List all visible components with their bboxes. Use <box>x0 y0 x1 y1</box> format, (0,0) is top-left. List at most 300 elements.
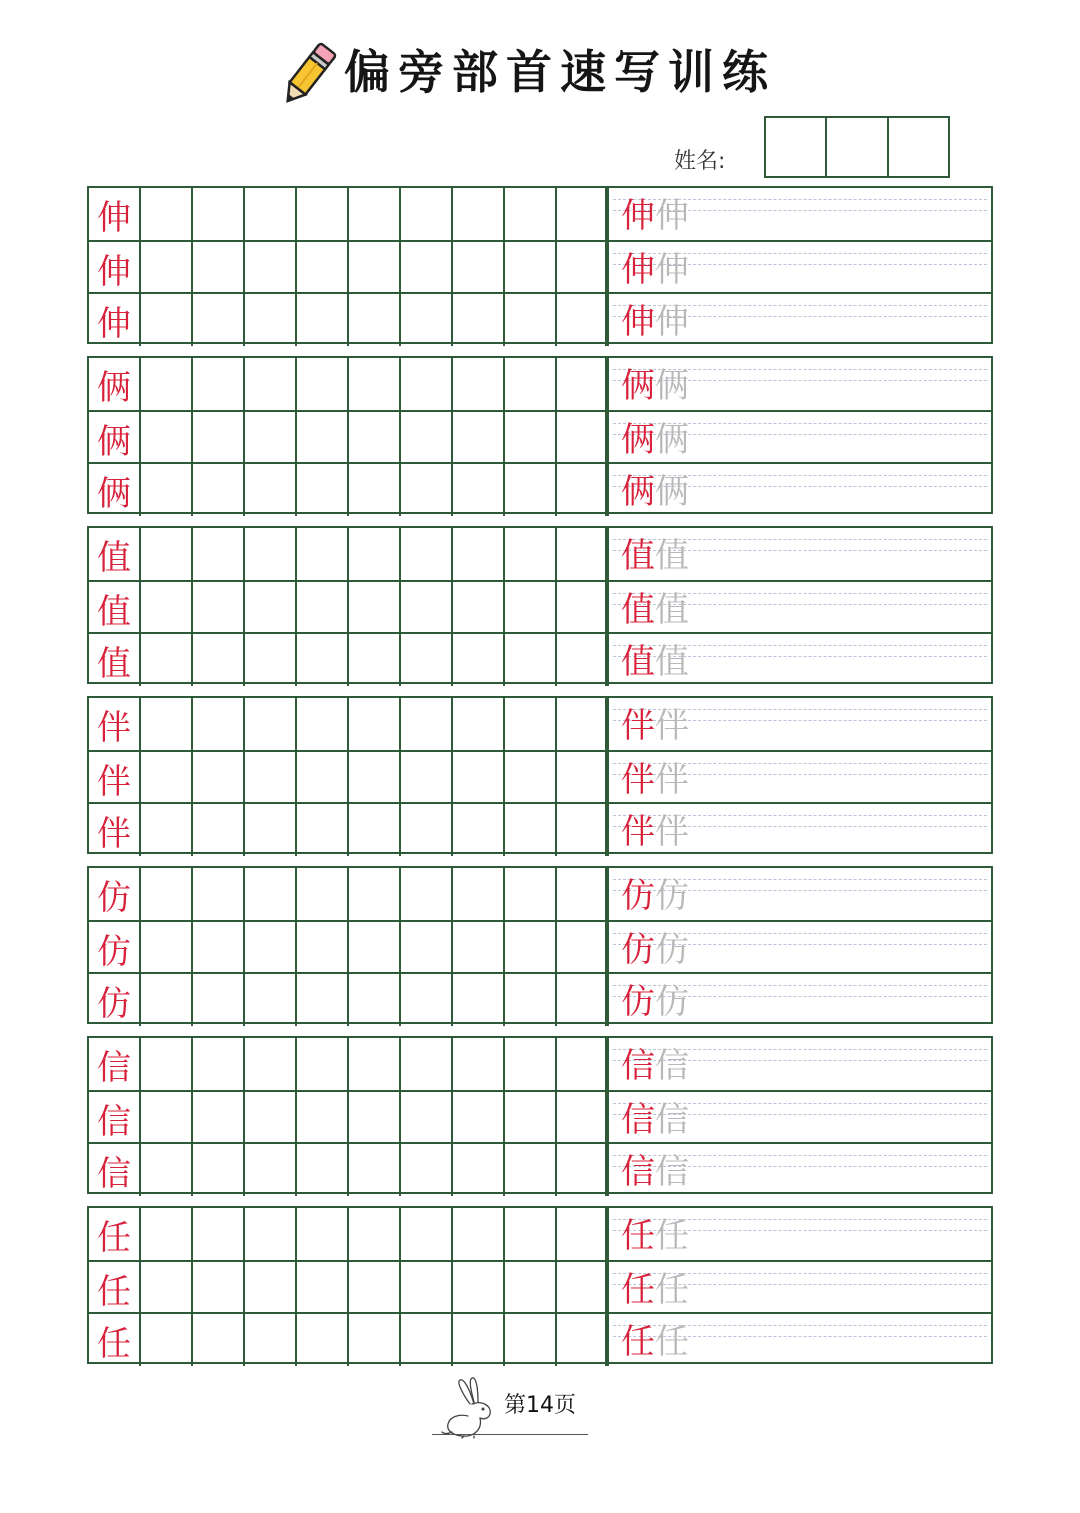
trace-guide-character: 任 <box>655 1270 689 1310</box>
writing-cell[interactable] <box>555 634 607 686</box>
writing-cell[interactable] <box>349 358 401 410</box>
writing-cell[interactable] <box>555 464 607 516</box>
trace-characters <box>621 1044 689 1088</box>
writing-cell[interactable] <box>245 1314 297 1366</box>
writing-cell[interactable] <box>141 752 193 804</box>
writing-cell[interactable] <box>245 412 297 464</box>
writing-cell[interactable] <box>555 974 607 1026</box>
writing-cell[interactable] <box>401 1208 453 1260</box>
writing-cell[interactable] <box>141 412 193 464</box>
writing-cell[interactable] <box>141 1038 193 1090</box>
trace-model-character: 伸 <box>621 302 655 342</box>
trace-guide-character: 信 <box>655 1152 689 1192</box>
practice-group <box>87 526 993 684</box>
writing-cell[interactable] <box>349 804 401 856</box>
model-character: 伸 <box>89 294 141 346</box>
writing-cell[interactable] <box>555 358 607 410</box>
trace-area[interactable] <box>607 528 991 580</box>
writing-cell[interactable] <box>453 242 505 294</box>
writing-cell[interactable] <box>297 464 349 516</box>
trace-guide-character: 俩 <box>655 366 689 406</box>
writing-cell[interactable] <box>349 1314 401 1366</box>
trace-area[interactable] <box>607 1038 991 1090</box>
writing-cell[interactable] <box>505 1262 557 1314</box>
practice-row <box>89 410 991 464</box>
writing-cell[interactable] <box>245 974 297 1026</box>
writing-cell[interactable] <box>401 974 453 1026</box>
practice-row <box>89 240 991 294</box>
model-character: 任 <box>89 1208 141 1260</box>
name-boxes <box>764 116 950 178</box>
writing-cell[interactable] <box>349 412 401 464</box>
writing-cell[interactable] <box>297 1314 349 1366</box>
writing-cell[interactable] <box>555 582 607 634</box>
writing-cell[interactable] <box>193 634 245 686</box>
model-character: 仿 <box>89 974 141 1026</box>
writing-cell[interactable] <box>349 294 401 346</box>
writing-cell[interactable] <box>555 868 607 920</box>
writing-cell[interactable] <box>193 1144 245 1196</box>
writing-cell[interactable] <box>555 922 607 974</box>
writing-cell[interactable] <box>193 868 245 920</box>
writing-cell[interactable] <box>193 804 245 856</box>
writing-cell[interactable] <box>401 1038 453 1090</box>
writing-cell[interactable] <box>297 1092 349 1144</box>
writing-cell[interactable] <box>349 752 401 804</box>
trace-area[interactable] <box>607 1262 991 1314</box>
trace-area[interactable] <box>607 188 991 240</box>
trace-guide-character: 伸 <box>655 196 689 236</box>
writing-cell[interactable] <box>297 1038 349 1090</box>
writing-cell[interactable] <box>141 1208 193 1260</box>
writing-cell[interactable] <box>245 922 297 974</box>
model-character: 俩 <box>89 412 141 464</box>
writing-cell[interactable] <box>245 1144 297 1196</box>
model-character: 俩 <box>89 464 141 516</box>
writing-cell[interactable] <box>193 974 245 1026</box>
model-character: 任 <box>89 1262 141 1314</box>
writing-cell[interactable] <box>453 1262 505 1314</box>
writing-cell[interactable] <box>245 358 297 410</box>
writing-cell[interactable] <box>453 868 505 920</box>
writing-cell[interactable] <box>245 698 297 750</box>
writing-cell[interactable] <box>505 634 557 686</box>
writing-cell[interactable] <box>555 1092 607 1144</box>
practice-row <box>89 868 991 920</box>
trace-model-character: 伴 <box>621 812 655 852</box>
writing-cell[interactable] <box>141 974 193 1026</box>
writing-cell[interactable] <box>401 1262 453 1314</box>
writing-cell[interactable] <box>193 1208 245 1260</box>
practice-group <box>87 866 993 1024</box>
writing-cell[interactable] <box>349 974 401 1026</box>
model-character: 伴 <box>89 698 141 750</box>
trace-area[interactable] <box>607 294 991 346</box>
trace-area[interactable] <box>607 1144 991 1196</box>
writing-cell[interactable] <box>349 868 401 920</box>
writing-cell[interactable] <box>453 464 505 516</box>
writing-cell[interactable] <box>555 1038 607 1090</box>
trace-model-character: 伴 <box>621 760 655 800</box>
writing-cell[interactable] <box>141 1262 193 1314</box>
writing-cell[interactable] <box>505 582 557 634</box>
writing-cell[interactable] <box>193 294 245 346</box>
trace-characters <box>621 810 689 854</box>
trace-area[interactable] <box>607 974 991 1026</box>
trace-model-character: 伸 <box>621 250 655 290</box>
practice-row <box>89 972 991 1026</box>
writing-cell[interactable] <box>505 242 557 294</box>
writing-cell[interactable] <box>297 804 349 856</box>
writing-cell[interactable] <box>349 1208 401 1260</box>
trace-model-character: 仿 <box>621 982 655 1022</box>
writing-cell[interactable] <box>297 868 349 920</box>
writing-cell[interactable] <box>193 698 245 750</box>
writing-cell[interactable] <box>453 974 505 1026</box>
trace-model-character: 任 <box>621 1270 655 1310</box>
writing-cell[interactable] <box>555 1262 607 1314</box>
model-character: 任 <box>89 1314 141 1366</box>
writing-cell[interactable] <box>401 464 453 516</box>
writing-cell[interactable] <box>297 752 349 804</box>
writing-cell[interactable] <box>245 1208 297 1260</box>
trace-model-character: 信 <box>621 1046 655 1086</box>
trace-model-character: 仿 <box>621 930 655 970</box>
writing-cell[interactable] <box>297 242 349 294</box>
writing-cell[interactable] <box>245 634 297 686</box>
trace-area[interactable] <box>607 1314 991 1366</box>
trace-guide-character: 俩 <box>655 472 689 512</box>
writing-cell[interactable] <box>505 1314 557 1366</box>
writing-cell[interactable] <box>297 358 349 410</box>
model-character: 值 <box>89 528 141 580</box>
writing-cell[interactable] <box>555 294 607 346</box>
trace-area[interactable] <box>607 1092 991 1144</box>
writing-cell[interactable] <box>141 922 193 974</box>
writing-cell[interactable] <box>141 188 193 240</box>
trace-model-character: 伴 <box>621 706 655 746</box>
trace-guide-character: 仿 <box>655 982 689 1022</box>
writing-cell[interactable] <box>245 464 297 516</box>
writing-cell[interactable] <box>193 752 245 804</box>
trace-model-character: 俩 <box>621 472 655 512</box>
writing-cell[interactable] <box>555 528 607 580</box>
writing-cell[interactable] <box>141 358 193 410</box>
writing-cell[interactable] <box>297 1262 349 1314</box>
trace-characters <box>621 364 689 408</box>
writing-cell[interactable] <box>555 1144 607 1196</box>
writing-cell[interactable] <box>555 1208 607 1260</box>
practice-row <box>89 580 991 634</box>
writing-cell[interactable] <box>453 752 505 804</box>
practice-row <box>89 1142 991 1196</box>
writing-cell[interactable] <box>505 1092 557 1144</box>
writing-cell[interactable] <box>453 1208 505 1260</box>
writing-cell[interactable] <box>297 528 349 580</box>
footer-underline <box>432 1434 588 1435</box>
writing-cell[interactable] <box>349 464 401 516</box>
writing-cell[interactable] <box>193 922 245 974</box>
model-character: 仿 <box>89 868 141 920</box>
writing-cell[interactable] <box>193 412 245 464</box>
trace-area[interactable] <box>607 698 991 750</box>
writing-cell[interactable] <box>141 804 193 856</box>
writing-cell[interactable] <box>349 188 401 240</box>
writing-cell[interactable] <box>245 804 297 856</box>
writing-cell[interactable] <box>555 242 607 294</box>
writing-cell[interactable] <box>453 412 505 464</box>
writing-cell[interactable] <box>401 242 453 294</box>
practice-row <box>89 1208 991 1260</box>
trace-characters <box>621 418 689 462</box>
writing-cell[interactable] <box>453 1314 505 1366</box>
trace-guide-character: 值 <box>655 642 689 682</box>
writing-cell[interactable] <box>193 1314 245 1366</box>
writing-cell[interactable] <box>505 752 557 804</box>
writing-cell[interactable] <box>245 294 297 346</box>
writing-cell[interactable] <box>401 698 453 750</box>
writing-cell[interactable] <box>453 1038 505 1090</box>
trace-guide-character: 俩 <box>655 420 689 460</box>
trace-characters <box>621 640 689 684</box>
trace-area[interactable] <box>607 752 991 804</box>
trace-guide-character: 信 <box>655 1046 689 1086</box>
practice-row <box>89 698 991 750</box>
writing-cell[interactable] <box>505 974 557 1026</box>
trace-area[interactable] <box>607 358 991 410</box>
writing-cell[interactable] <box>401 188 453 240</box>
trace-characters <box>621 300 689 344</box>
model-character: 仿 <box>89 922 141 974</box>
writing-cell[interactable] <box>555 188 607 240</box>
writing-cell[interactable] <box>349 1262 401 1314</box>
writing-cell[interactable] <box>401 1092 453 1144</box>
writing-cell[interactable] <box>141 294 193 346</box>
writing-cell[interactable] <box>141 582 193 634</box>
page-footer <box>0 1370 1080 1450</box>
writing-cell[interactable] <box>453 698 505 750</box>
writing-cell[interactable] <box>505 464 557 516</box>
writing-cell[interactable] <box>245 1038 297 1090</box>
writing-cell[interactable] <box>193 358 245 410</box>
writing-cell[interactable] <box>297 1144 349 1196</box>
writing-cell[interactable] <box>401 1144 453 1196</box>
writing-cell[interactable] <box>245 528 297 580</box>
practice-row <box>89 802 991 856</box>
trace-characters <box>621 534 689 578</box>
writing-cell[interactable] <box>193 1038 245 1090</box>
practice-row <box>89 1260 991 1314</box>
writing-cell[interactable] <box>193 528 245 580</box>
writing-cell[interactable] <box>453 358 505 410</box>
writing-cell[interactable] <box>453 188 505 240</box>
model-character: 伴 <box>89 804 141 856</box>
writing-cell[interactable] <box>141 1144 193 1196</box>
trace-characters <box>621 470 689 514</box>
trace-area[interactable] <box>607 582 991 634</box>
writing-cell[interactable] <box>349 528 401 580</box>
writing-cell[interactable] <box>505 698 557 750</box>
writing-cell[interactable] <box>555 412 607 464</box>
writing-cell[interactable] <box>505 188 557 240</box>
writing-cell[interactable] <box>505 358 557 410</box>
writing-cell[interactable] <box>453 1144 505 1196</box>
writing-cell[interactable] <box>141 1092 193 1144</box>
writing-cell[interactable] <box>141 528 193 580</box>
writing-cell[interactable] <box>401 868 453 920</box>
writing-cell[interactable] <box>193 1262 245 1314</box>
practice-row <box>89 188 991 240</box>
writing-cell[interactable] <box>349 1038 401 1090</box>
trace-characters <box>621 980 689 1024</box>
trace-model-character: 信 <box>621 1100 655 1140</box>
trace-characters <box>621 1320 689 1364</box>
writing-cell[interactable] <box>349 698 401 750</box>
name-box[interactable] <box>827 118 888 176</box>
trace-area[interactable] <box>607 634 991 686</box>
writing-cell[interactable] <box>245 868 297 920</box>
writing-cell[interactable] <box>141 868 193 920</box>
writing-cell[interactable] <box>141 1314 193 1366</box>
trace-area[interactable] <box>607 868 991 920</box>
model-character: 伸 <box>89 188 141 240</box>
writing-cell[interactable] <box>505 1208 557 1260</box>
model-character: 伴 <box>89 752 141 804</box>
trace-model-character: 俩 <box>621 366 655 406</box>
writing-cell[interactable] <box>505 528 557 580</box>
writing-cell[interactable] <box>401 358 453 410</box>
writing-cell[interactable] <box>297 188 349 240</box>
writing-cell[interactable] <box>297 634 349 686</box>
name-label: 姓名: <box>674 149 726 174</box>
writing-cell[interactable] <box>453 294 505 346</box>
writing-cell[interactable] <box>401 582 453 634</box>
writing-cell[interactable] <box>193 464 245 516</box>
trace-guide-character: 伸 <box>655 302 689 342</box>
writing-cell[interactable] <box>193 188 245 240</box>
writing-cell[interactable] <box>505 1038 557 1090</box>
writing-cell[interactable] <box>141 464 193 516</box>
writing-cell[interactable] <box>297 1208 349 1260</box>
trace-model-character: 信 <box>621 1152 655 1192</box>
writing-cell[interactable] <box>401 804 453 856</box>
writing-cell[interactable] <box>453 528 505 580</box>
writing-cell[interactable] <box>349 1144 401 1196</box>
writing-cell[interactable] <box>453 922 505 974</box>
name-box[interactable] <box>766 118 827 176</box>
model-character: 俩 <box>89 358 141 410</box>
writing-cell[interactable] <box>297 412 349 464</box>
writing-cell[interactable] <box>297 582 349 634</box>
model-character: 信 <box>89 1144 141 1196</box>
writing-cell[interactable] <box>453 1092 505 1144</box>
writing-cell[interactable] <box>401 528 453 580</box>
trace-area[interactable] <box>607 804 991 856</box>
rabbit-icon <box>434 1374 504 1440</box>
trace-area[interactable] <box>607 464 991 516</box>
practice-group <box>87 1206 993 1364</box>
writing-cell[interactable] <box>297 974 349 1026</box>
trace-guide-character: 任 <box>655 1322 689 1362</box>
trace-area[interactable] <box>607 242 991 294</box>
writing-cell[interactable] <box>193 582 245 634</box>
writing-cell[interactable] <box>245 582 297 634</box>
writing-cell[interactable] <box>245 1262 297 1314</box>
writing-cell[interactable] <box>401 922 453 974</box>
practice-group <box>87 696 993 854</box>
writing-cell[interactable] <box>193 1092 245 1144</box>
trace-guide-character: 伸 <box>655 250 689 290</box>
writing-cell[interactable] <box>349 922 401 974</box>
writing-cell[interactable] <box>349 1092 401 1144</box>
trace-guide-character: 伴 <box>655 812 689 852</box>
trace-characters <box>621 1268 689 1312</box>
name-box[interactable] <box>889 118 948 176</box>
writing-cell[interactable] <box>297 922 349 974</box>
writing-cell[interactable] <box>245 752 297 804</box>
writing-cell[interactable] <box>401 294 453 346</box>
writing-cell[interactable] <box>505 1144 557 1196</box>
writing-cell[interactable] <box>141 698 193 750</box>
writing-cell[interactable] <box>349 634 401 686</box>
writing-cell[interactable] <box>453 582 505 634</box>
trace-model-character: 任 <box>621 1322 655 1362</box>
trace-area[interactable] <box>607 922 991 974</box>
trace-guide-character: 任 <box>655 1216 689 1256</box>
writing-cell[interactable] <box>349 582 401 634</box>
writing-cell[interactable] <box>297 698 349 750</box>
trace-guide-character: 仿 <box>655 876 689 916</box>
trace-guide-character: 值 <box>655 536 689 576</box>
trace-area[interactable] <box>607 412 991 464</box>
writing-cell[interactable] <box>555 698 607 750</box>
practice-row <box>89 1038 991 1090</box>
writing-cell[interactable] <box>555 1314 607 1366</box>
trace-model-character: 值 <box>621 642 655 682</box>
writing-cell[interactable] <box>401 1314 453 1366</box>
writing-cell[interactable] <box>141 242 193 294</box>
writing-cell[interactable] <box>245 242 297 294</box>
writing-cell[interactable] <box>401 752 453 804</box>
writing-cell[interactable] <box>141 634 193 686</box>
writing-cell[interactable] <box>193 242 245 294</box>
trace-characters <box>621 874 689 918</box>
trace-model-character: 仿 <box>621 876 655 916</box>
trace-characters <box>621 928 689 972</box>
writing-cell[interactable] <box>297 294 349 346</box>
practice-row <box>89 1312 991 1366</box>
writing-cell[interactable] <box>505 804 557 856</box>
writing-cell[interactable] <box>245 188 297 240</box>
writing-cell[interactable] <box>555 752 607 804</box>
trace-area[interactable] <box>607 1208 991 1260</box>
writing-cell[interactable] <box>401 412 453 464</box>
writing-cell[interactable] <box>453 804 505 856</box>
trace-model-character: 值 <box>621 536 655 576</box>
writing-cell[interactable] <box>245 1092 297 1144</box>
practice-group <box>87 356 993 514</box>
model-character: 伸 <box>89 242 141 294</box>
writing-cell[interactable] <box>401 634 453 686</box>
writing-cell[interactable] <box>453 634 505 686</box>
writing-cell[interactable] <box>505 294 557 346</box>
writing-cell[interactable] <box>505 412 557 464</box>
writing-cell[interactable] <box>349 242 401 294</box>
trace-guide-character: 值 <box>655 590 689 630</box>
writing-cell[interactable] <box>505 868 557 920</box>
writing-cell[interactable] <box>555 804 607 856</box>
writing-cell[interactable] <box>505 922 557 974</box>
